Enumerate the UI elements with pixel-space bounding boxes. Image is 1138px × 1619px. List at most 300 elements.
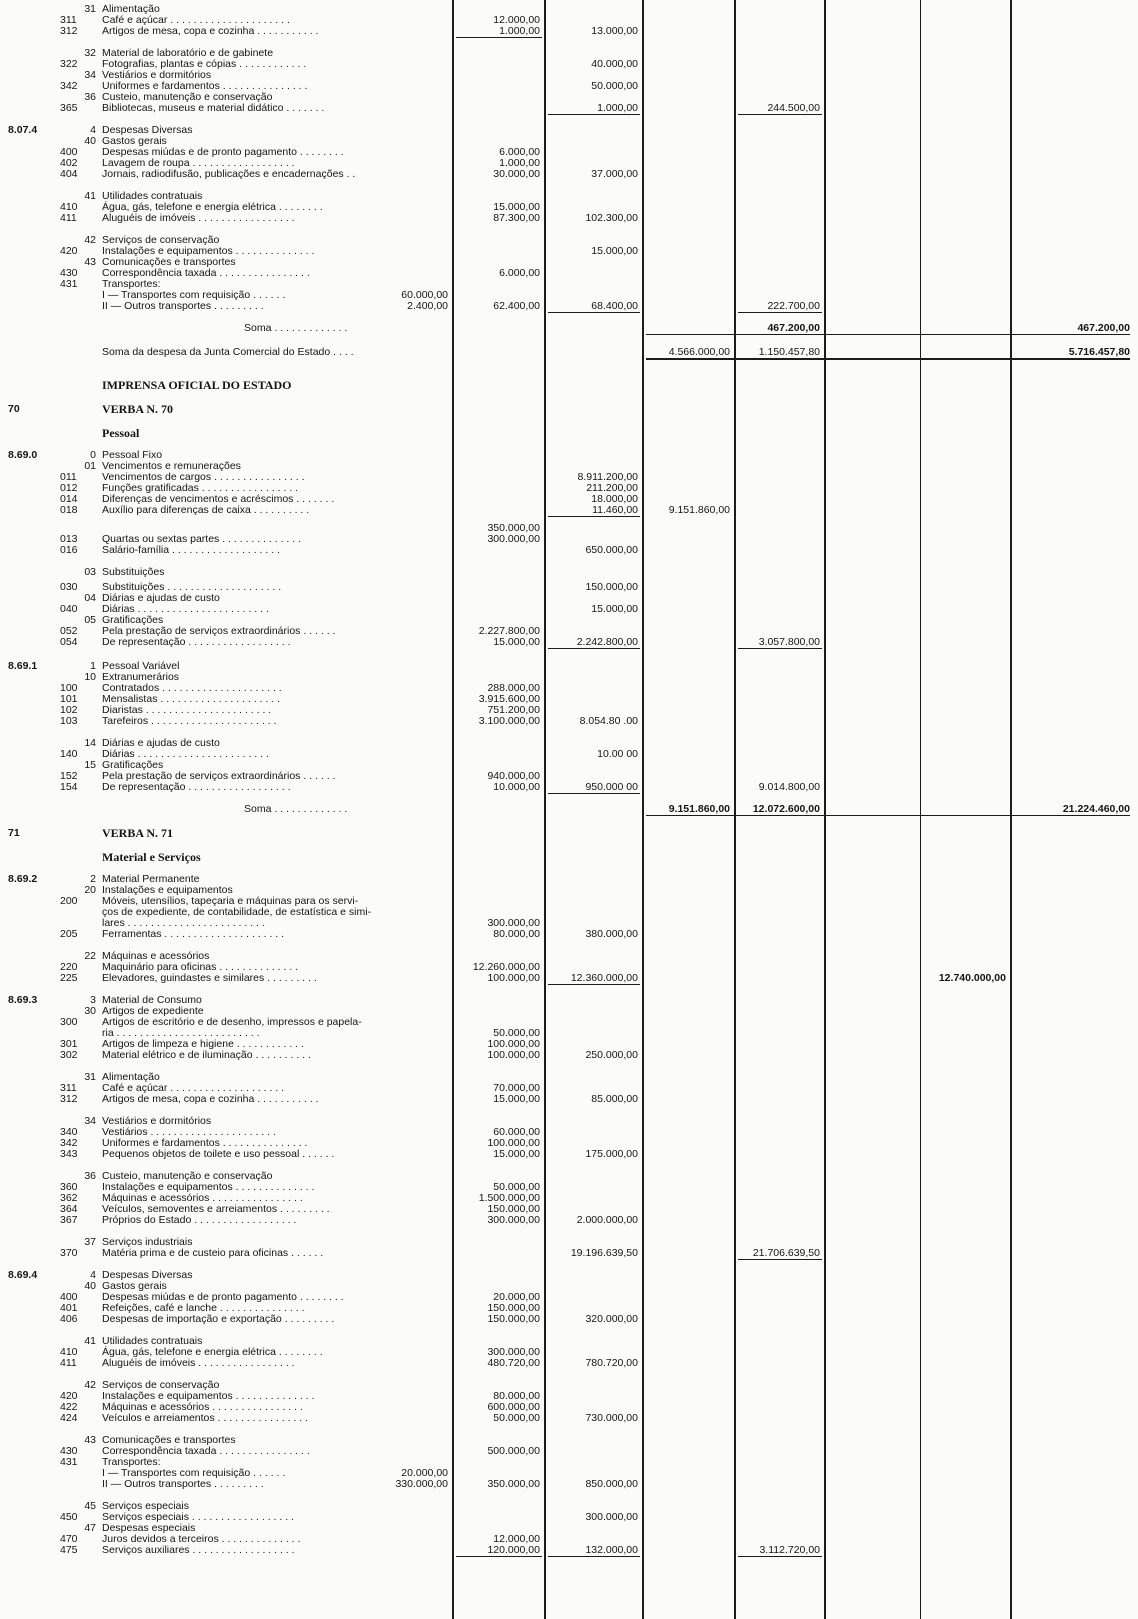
item-code: 410	[60, 201, 78, 213]
subtotal-rule	[738, 1556, 822, 1557]
item-description: Contratados . . . . . . . . . . . . . . . . . . . . .	[102, 682, 282, 694]
amount-c1: 288.000,00	[487, 682, 540, 694]
amount-c2: 40.000,00	[591, 58, 638, 70]
amount-c1: 300.000,00	[487, 1346, 540, 1358]
section-heading: Pessoal	[102, 426, 140, 440]
item-description: Transportes:	[102, 1456, 161, 1468]
amount-c2: 780.720,00	[585, 1357, 638, 1369]
item-code: 100	[60, 682, 78, 694]
amount-c1: 50.000,00	[493, 1181, 540, 1193]
amount-c1: 50.000,00	[493, 1412, 540, 1424]
item-description: Veículos, semoventes e arreiamentos . . . . . . . . .	[102, 1203, 330, 1215]
item-description: Gastos gerais	[102, 1280, 167, 1292]
amount-c3: 4.566.000,00	[668, 346, 730, 358]
amount-c2: 300.000,00	[585, 1511, 638, 1523]
group-code: 36	[84, 1170, 96, 1182]
item-description: Custeio, manutenção e conservação	[102, 91, 273, 103]
subtotal-rule	[548, 114, 640, 115]
group-code: 15	[84, 759, 96, 771]
group-code: 37	[84, 1236, 96, 1248]
amount-c1: 500.000,00	[487, 1445, 540, 1457]
amount-c6: 21.224.460,00	[1062, 803, 1130, 815]
amount-c1: 80.000,00	[493, 1390, 540, 1402]
section-code: 8.69.2	[8, 873, 38, 885]
item-code: 367	[60, 1214, 78, 1226]
section-code: 8.69.4	[8, 1269, 38, 1281]
item-description: Uniformes e fardamentos . . . . . . . . . . . . . . .	[102, 1137, 308, 1149]
item-code: 152	[60, 770, 78, 782]
amount-c2: 102.300,00	[585, 212, 638, 224]
amount-c6: 467.200,00	[1077, 322, 1130, 334]
item-description: Aluguéis de imóveis . . . . . . . . . . . . . . . . .	[102, 212, 295, 224]
amount-c1: 751.200,00	[487, 704, 540, 716]
amount-c2: 730.000,00	[585, 1412, 638, 1424]
item-code: 365	[60, 102, 78, 114]
amount-c2: 211.200,00	[586, 482, 638, 494]
item-description: II — Outros transportes . . . . . . . . .	[102, 1478, 264, 1490]
group-code: 0	[90, 449, 96, 461]
amount-c4: 21.706.639,50	[752, 1247, 820, 1259]
amount-c4: 1.150.457,80	[758, 346, 820, 358]
item-code: 360	[60, 1181, 78, 1193]
item-description: I — Transportes com requisição . . . . . .	[102, 1467, 286, 1479]
total-rule	[646, 358, 1130, 360]
item-description: I — Transportes com requisição . . . . . .	[102, 289, 286, 301]
amount-c6: 5.716.457,80	[1068, 346, 1130, 358]
item-code: 103	[60, 715, 78, 727]
subtotal-rule	[738, 312, 822, 313]
item-description: Material de laboratório e de gabinete	[102, 47, 274, 59]
item-code: 220	[60, 961, 78, 973]
item-code: 402	[60, 157, 78, 169]
amount-c1: 300.000,00	[487, 1214, 540, 1226]
item-description: Mensalistas . . . . . . . . . . . . . . . . . . . . .	[102, 693, 280, 705]
amount-c4: 3.057.800,00	[758, 636, 820, 648]
item-description: Máquinas e acessórios . . . . . . . . . . . . . . . .	[102, 1192, 303, 1204]
item-description: Vestiários e dormitórios	[102, 1115, 212, 1127]
item-description: Artigos de mesa, copa e cozinha . . . . . . . . . . .	[102, 25, 319, 37]
item-code: 400	[60, 146, 78, 158]
item-code: 200	[60, 895, 78, 907]
item-code: 300	[60, 1016, 78, 1028]
group-code: 01	[84, 460, 96, 472]
amount-c2: 1.000,00	[597, 102, 638, 114]
amount-c1: 10.000,00	[493, 781, 540, 793]
item-code: 406	[60, 1313, 78, 1325]
group-code: 42	[84, 234, 96, 246]
item-description: Transportes:	[102, 278, 161, 290]
amount-c1: 20.000,00	[493, 1291, 540, 1303]
amount-c1: 1.000,00	[499, 25, 540, 37]
item-code: 102	[60, 704, 78, 716]
section-code: 70	[8, 403, 20, 415]
item-description: Utilidades contratuais	[102, 1335, 203, 1347]
item-description: Material de Consumo	[102, 994, 202, 1006]
item-code: 342	[60, 80, 78, 92]
amount-c1: 15.000,00	[493, 201, 540, 213]
item-code: 312	[60, 1093, 78, 1105]
item-description: Pessoal Variável	[102, 660, 180, 672]
group-code: 41	[84, 1335, 96, 1347]
item-code: 404	[60, 168, 78, 180]
item-description: Alimentação	[102, 1071, 160, 1083]
item-description: Matéria prima e de custeio para oficinas . . . . . .	[102, 1247, 324, 1259]
item-code: 411	[60, 212, 77, 224]
item-description: Móveis, utensílios, tapeçaria e máquinas para os servi-	[102, 895, 359, 907]
item-description: Despesas miúdas e de pronto pagamento . . . . . . . .	[102, 1291, 344, 1303]
amount-c2: 650.000,00	[585, 544, 638, 556]
amount-c1: 300.000,00	[487, 533, 540, 545]
item-description: Serviços auxiliares . . . . . . . . . . . . . . . . . .	[102, 1544, 295, 1556]
amount-c2: 37.000,00	[591, 168, 638, 180]
soma-rule	[646, 815, 1130, 816]
amount-c1: 150.000,00	[487, 1302, 540, 1314]
item-description: Alimentação	[102, 3, 160, 15]
item-description: Gratificações	[102, 614, 164, 626]
item-description: II — Outros transportes . . . . . . . . .	[102, 300, 264, 312]
group-code: 05	[84, 614, 96, 626]
amount-c2: 380.000,00	[585, 928, 638, 940]
item-description: De representação . . . . . . . . . . . . . . . . . .	[102, 636, 291, 648]
item-description: Aluguéis de imóveis . . . . . . . . . . . . . . . . .	[102, 1357, 295, 1369]
item-code: 016	[60, 544, 78, 556]
item-description: Despesas de importação e exportação . . . . . . . . .	[102, 1313, 335, 1325]
section-heading: VERBA N. 70	[102, 402, 174, 416]
section-code: 8.69.1	[8, 660, 38, 672]
item-description: Veículos e arreiamentos . . . . . . . . . . . . . . . .	[102, 1412, 308, 1424]
item-description: Lavagem de roupa . . . . . . . . . . . . . . . . . .	[102, 157, 295, 169]
group-code: 42	[84, 1379, 96, 1391]
item-description: Tarefeiros . . . . . . . . . . . . . . . . . . . . . .	[102, 715, 277, 727]
group-code: 43	[84, 1434, 96, 1446]
group-code: 34	[84, 1115, 96, 1127]
item-description: Auxílio para diferenças de caixa . . . . . . . . . .	[102, 504, 310, 516]
item-code: 364	[60, 1203, 78, 1215]
subtotal-rule	[456, 1556, 542, 1557]
subtotal-rule	[548, 312, 640, 313]
amount-c2: 13.000,00	[591, 25, 638, 37]
item-code: 430	[60, 1445, 78, 1457]
amount-c1: 3.915.600,00	[478, 693, 540, 705]
item-description: Artigos de mesa, copa e cozinha . . . . . . . . . . .	[102, 1093, 319, 1105]
amount-c0: 330.000,00	[395, 1478, 448, 1490]
group-code: 04	[84, 592, 96, 604]
item-description: Elevadores, guindastes e similares . . . . . . . . .	[102, 972, 317, 984]
item-description: Correspondência taxada . . . . . . . . . . . . . . . .	[102, 267, 310, 279]
subtotal-rule	[548, 516, 640, 517]
item-code: 342	[60, 1137, 78, 1149]
group-code: 40	[84, 1280, 96, 1292]
group-code: 14	[84, 737, 96, 749]
item-description: Café e açúcar . . . . . . . . . . . . . . . . . . . .	[102, 1082, 285, 1094]
item-code: 343	[60, 1148, 78, 1160]
column-rule	[544, 0, 546, 1619]
item-code: 420	[60, 245, 78, 257]
amount-c2: 2.000.000,00	[576, 1214, 638, 1226]
amount-c2: 8.054.80 .00	[579, 715, 638, 727]
amount-c4: 9.014.800,00	[758, 781, 820, 793]
item-description: Ferramentas . . . . . . . . . . . . . . . . . . . . .	[102, 928, 285, 940]
group-code: 10	[84, 671, 96, 683]
amount-c1: 480.720,00	[487, 1357, 540, 1369]
group-code: 43	[84, 256, 96, 268]
amount-c2: 950.000 00	[585, 781, 638, 793]
amount-c1: 600.000,00	[487, 1401, 540, 1413]
item-description: Serviços especiais . . . . . . . . . . . . . . . . . .	[102, 1511, 294, 1523]
item-code: 302	[60, 1049, 78, 1061]
item-description: Café e açúcar . . . . . . . . . . . . . . . . . . . . .	[102, 14, 290, 26]
item-description: Gastos gerais	[102, 135, 167, 147]
amount-c2: 50.000,00	[591, 80, 638, 92]
amount-c1: 15.000,00	[493, 1148, 540, 1160]
item-description: Diárias . . . . . . . . . . . . . . . . . . . . . . .	[102, 748, 269, 760]
item-code: 154	[60, 781, 78, 793]
item-description: Vencimentos e remunerações	[102, 460, 241, 472]
section-code: 71	[8, 827, 20, 839]
amount-c2: 12.360.000,00	[570, 972, 638, 984]
item-code: 362	[60, 1192, 78, 1204]
group-code: 4	[90, 124, 96, 136]
section-heading: IMPRENSA OFICIAL DO ESTADO	[102, 378, 292, 392]
item-description: Material Permanente	[102, 873, 200, 885]
column-rule	[920, 0, 921, 1619]
item-description: Serviços industriais	[102, 1236, 193, 1248]
item-code: 410	[60, 1346, 78, 1358]
item-code: 205	[60, 928, 78, 940]
item-description: Juros devidos a terceiros . . . . . . . . . . . . . .	[102, 1533, 301, 1545]
item-description: Substituições	[102, 566, 165, 578]
amount-c1: 12.260.000,00	[472, 961, 540, 973]
amount-c2: 10.00 00	[597, 748, 638, 760]
item-code: 422	[60, 1401, 78, 1413]
amount-c0: 60.000,00	[401, 289, 448, 301]
item-code: 420	[60, 1390, 78, 1402]
item-description: Máquinas e acessórios . . . . . . . . . . . . . . . .	[102, 1401, 303, 1413]
item-description: Utilidades contratuais	[102, 190, 203, 202]
item-description: Instalações e equipamentos . . . . . . . . . . . . . .	[102, 245, 315, 257]
item-description: Maquinário para oficinas . . . . . . . . . . . . . .	[102, 961, 299, 973]
item-code: 101	[60, 693, 78, 705]
amount-c1: 100.000,00	[487, 1049, 540, 1061]
item-description: Despesas miúdas e de pronto pagamento . . . . . . . .	[102, 146, 344, 158]
amount-c1: 60.000,00	[493, 1126, 540, 1138]
group-code: 4	[90, 1269, 96, 1281]
section-code: 8.69.0	[8, 449, 38, 461]
amount-c2: 8.911.200,00	[577, 471, 638, 483]
column-rule	[452, 0, 454, 1619]
item-description: Diaristas . . . . . . . . . . . . . . . . . . . . . .	[102, 704, 272, 716]
item-description: ços de expediente, de contabilidade, de estatística e simi-	[102, 906, 372, 918]
subtotal-rule	[456, 37, 542, 38]
item-description: Próprios do Estado . . . . . . . . . . . . . . . . . .	[102, 1214, 297, 1226]
amount-c2: 132.000,00	[585, 1544, 638, 1556]
item-description: Pela prestação de serviços extraordinários . . . . . .	[102, 770, 336, 782]
item-description: Despesas Diversas	[102, 1269, 193, 1281]
amount-c1: 70.000,00	[493, 1082, 540, 1094]
group-code: 2	[90, 873, 96, 885]
group-code: 47	[84, 1522, 96, 1534]
amount-c0: 20.000,00	[401, 1467, 448, 1479]
item-code: 311	[60, 14, 77, 26]
amount-c2: 15.000,00	[591, 603, 638, 615]
amount-c1: 100.000,00	[487, 1038, 540, 1050]
item-description: Quartas ou sextas partes . . . . . . . . . . . . . .	[102, 533, 301, 545]
amount-c2: 250.000,00	[585, 1049, 638, 1061]
item-description: Pequenos objetos de toilete e uso pessoal . . . . . .	[102, 1148, 335, 1160]
soma-label: Soma . . . . . . . . . . . . .	[244, 803, 348, 815]
amount-c2: 19.196.639,50	[570, 1247, 638, 1259]
soma-rule	[646, 334, 1130, 335]
item-description: Água, gás, telefone e energia elétrica . . . . . . . .	[102, 1346, 323, 1358]
amount-c1: 120.000,00	[487, 1544, 540, 1556]
amount-c2: 68.400,00	[591, 300, 638, 312]
group-code: 36	[84, 91, 96, 103]
item-description: Serviços especiais	[102, 1500, 189, 1512]
item-description: Vencimentos de cargos . . . . . . . . . . . . . . . .	[102, 471, 305, 483]
item-description: Despesas Diversas	[102, 124, 193, 136]
amount-c1: 6.000,00	[499, 267, 540, 279]
item-code: 431	[60, 278, 78, 290]
amount-c1: 100.000,00	[487, 972, 540, 984]
soma-label: Soma . . . . . . . . . . . . .	[244, 322, 348, 334]
item-description: Custeio, manutenção e conservação	[102, 1170, 273, 1182]
item-description: De representação . . . . . . . . . . . . . . . . . .	[102, 781, 291, 793]
amount-c2: 15.000,00	[591, 245, 638, 257]
amount-c4: 222.700,00	[767, 300, 820, 312]
item-code: 431	[60, 1456, 78, 1468]
item-description: Instalações e equipamentos . . . . . . . . . . . . . .	[102, 1181, 315, 1193]
section-code: 8.07.4	[8, 124, 38, 136]
subtotal-rule	[738, 1259, 822, 1260]
item-code: 013	[60, 533, 78, 545]
item-description: Água, gás, telefone e energia elétrica . . . . . . . .	[102, 201, 323, 213]
item-description: ria . . . . . . . . . . . . . . . . . . . . . . . . .	[102, 1027, 260, 1039]
amount-c1: 15.000,00	[493, 1093, 540, 1105]
amount-c5: 12.740.000,00	[938, 972, 1006, 984]
item-description: Refeições, café e lanche . . . . . . . . . . . . . . .	[102, 1302, 305, 1314]
item-code: 011	[60, 471, 77, 483]
item-description: Vestiários e dormitórios	[102, 69, 212, 81]
section-code: 8.69.3	[8, 994, 38, 1006]
item-description: Gratificações	[102, 759, 164, 771]
item-code: 140	[60, 748, 78, 760]
group-code: 31	[84, 1071, 96, 1083]
amount-c1: 2.227.800,00	[478, 625, 540, 637]
item-description: Pessoal Fixo	[102, 449, 163, 461]
amount-c2: 150.000,00	[585, 581, 638, 593]
item-code: 322	[60, 58, 78, 70]
amount-c2: 850.000,00	[585, 1478, 638, 1490]
item-code: 052	[60, 625, 78, 637]
item-code: 225	[60, 972, 78, 984]
group-code: 20	[84, 884, 96, 896]
subtotal-rule	[548, 793, 640, 794]
item-description: Comunicações e transportes	[102, 1434, 236, 1446]
item-description: Artigos de limpeza e higiene . . . . . . . . . . . .	[102, 1038, 304, 1050]
amount-c1: 6.000,00	[499, 146, 540, 158]
item-description: Jornais, radiodifusão, publicações e encadernações . .	[102, 168, 356, 180]
amount-c4: 3.112.720,00	[759, 1544, 820, 1556]
section-heading: VERBA N. 71	[102, 826, 174, 840]
item-description: Instalações e equipamentos . . . . . . . . . . . . . .	[102, 1390, 315, 1402]
amount-c2: 11.460,00	[592, 504, 638, 516]
amount-c1: 80.000,00	[493, 928, 540, 940]
item-code: 430	[60, 267, 78, 279]
amount-c4: 467.200,00	[767, 322, 820, 334]
item-code: 311	[60, 1082, 77, 1094]
item-description: Serviços de conservação	[102, 234, 220, 246]
amount-c3: 9.151.860,00	[668, 803, 730, 815]
amount-c1: 50.000,00	[493, 1027, 540, 1039]
item-description: Diárias e ajudas de custo	[102, 592, 220, 604]
subtotal-rule	[548, 1556, 640, 1557]
group-code: 40	[84, 135, 96, 147]
item-description: Salário-família . . . . . . . . . . . . . . . . . . .	[102, 544, 280, 556]
item-description: Diárias . . . . . . . . . . . . . . . . . . . . . . .	[102, 603, 269, 615]
amount-c1: 3.100.000,00	[478, 715, 540, 727]
item-description: lares . . . . . . . . . . . . . . . . . . . . . . . .	[102, 917, 265, 929]
section-heading: Material e Serviços	[102, 850, 201, 864]
group-code: 32	[84, 47, 96, 59]
item-description: Extranumerários	[102, 671, 180, 683]
amount-c1: 300.000,00	[487, 917, 540, 929]
amount-c1: 150.000,00	[487, 1203, 540, 1215]
group-code: 03	[84, 566, 96, 578]
item-description: Soma da despesa da Junta Comercial do Estado . . . .	[102, 346, 354, 358]
item-code: 450	[60, 1511, 78, 1523]
item-description: Uniformes e fardamentos . . . . . . . . . . . . . . .	[102, 80, 308, 92]
item-code: 312	[60, 25, 78, 37]
amount-c1: 12.000,00	[493, 14, 540, 26]
item-code: 030	[60, 581, 78, 593]
item-description: Fotografias, plantas e cópias . . . . . . . . . . . .	[102, 58, 307, 70]
item-code: 470	[60, 1533, 78, 1545]
amount-c1: 12.000,00	[493, 1533, 540, 1545]
amount-c0: 2.400,00	[407, 300, 448, 312]
amount-c2: 2.242.800,00	[576, 636, 638, 648]
item-code: 424	[60, 1412, 78, 1424]
group-code: 3	[90, 994, 96, 1006]
item-code: 014	[60, 493, 78, 505]
item-description: Instalações e equipamentos	[102, 884, 233, 896]
item-code: 401	[60, 1302, 78, 1314]
group-code: 34	[84, 69, 96, 81]
column-rule	[824, 0, 826, 1619]
item-description: Artigos de expediente	[102, 1005, 204, 1017]
amount-c2: 320.000,00	[585, 1313, 638, 1325]
item-description: Diárias e ajudas de custo	[102, 737, 220, 749]
amount-c1: 100.000,00	[487, 1137, 540, 1149]
item-description: Vestiários . . . . . . . . . . . . . . . . . . . . . .	[102, 1126, 276, 1138]
amount-c2: 175.000,00	[585, 1148, 638, 1160]
item-description: Pela prestação de serviços extraordinários . . . . . .	[102, 625, 336, 637]
subtotal-rule	[738, 648, 822, 649]
amount-c2: 85.000,00	[591, 1093, 638, 1105]
amount-c1: 150.000,00	[487, 1313, 540, 1325]
item-description: Bibliotecas, museus e material didático . . . . . . .	[102, 102, 325, 114]
amount-c1: 1.500.000,00	[478, 1192, 540, 1204]
group-code: 45	[84, 1500, 96, 1512]
item-code: 411	[60, 1357, 77, 1369]
amount-c1: 62.400,00	[493, 300, 540, 312]
subtotal-rule	[548, 648, 640, 649]
item-code: 054	[60, 636, 78, 648]
item-description: Material elétrico e de iluminação . . . . . . . . . .	[102, 1049, 311, 1061]
subtotal-rule	[738, 114, 822, 115]
item-description: Artigos de escritório e de desenho, impressos e papela-	[102, 1016, 362, 1028]
group-code: 1	[90, 660, 96, 672]
group-code: 22	[84, 950, 96, 962]
